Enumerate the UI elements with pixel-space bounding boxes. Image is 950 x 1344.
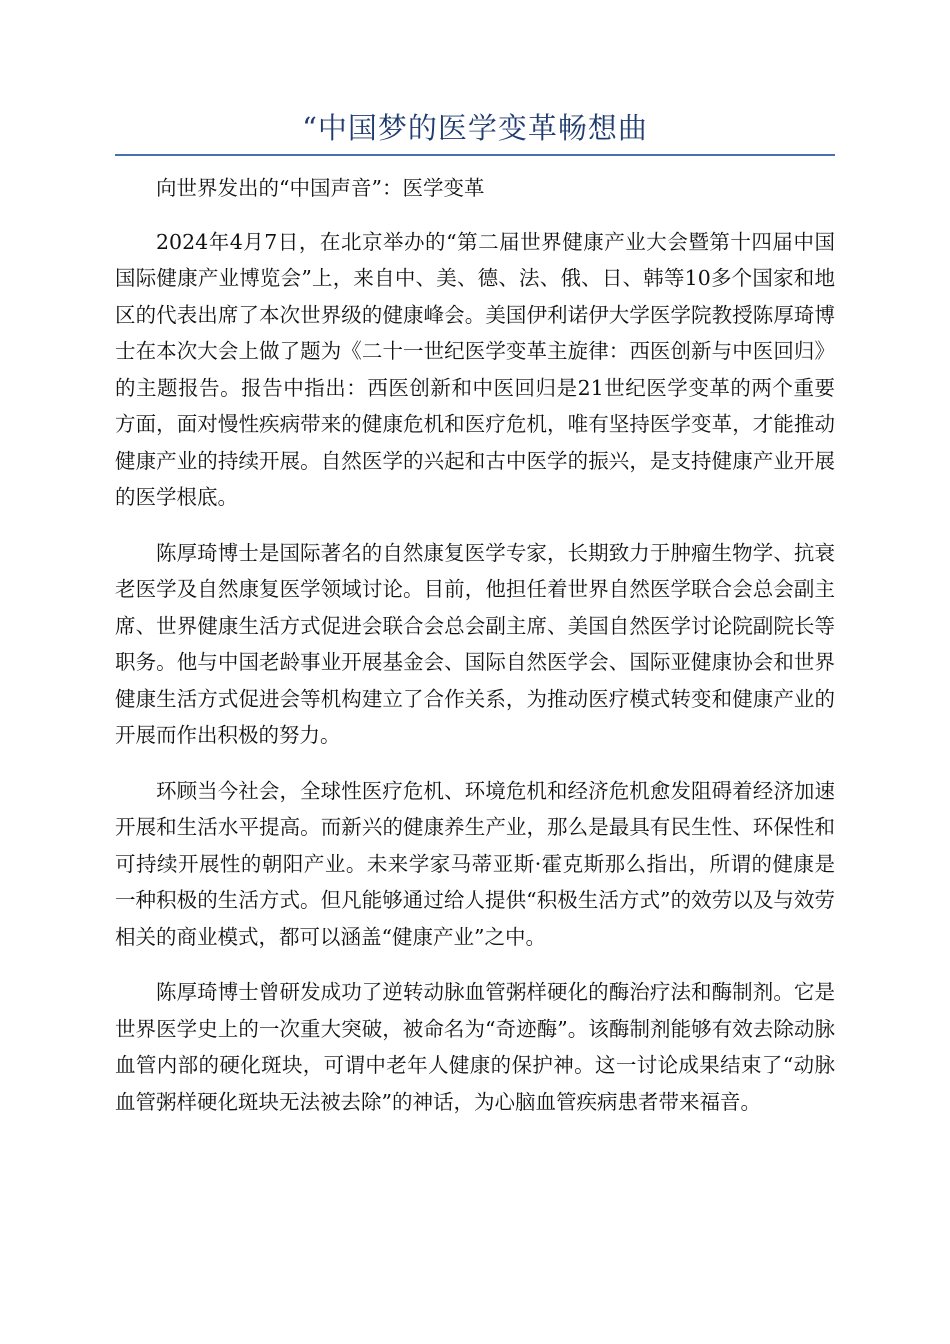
section-heading: 向世界发出的“中国声音”：医学变革: [156, 176, 485, 200]
document-title: “中国梦的医学变革畅想曲: [302, 111, 648, 145]
paragraph-biography: 陈厚琦博士是国际著名的自然康复医学专家，长期致力于肿瘤生物学、抗衰老医学及自然康复医学领域讨论。目前，他担任着世界自然医学联合会总会副主席、世界健康生活方式促进会联合会总会副主席、美国自然医学讨论院副院长等职务。他与中国老龄事业开展基金会、国际自然医学会、国际亚健康协会和世界健康生活方式促进会等机构建立了合作关系，为推动医疗模式转变和健康产业的开展而作出积极的努力。: [115, 540, 835, 747]
paragraph-industry: 环顾当今社会，全球性医疗危机、环境危机和经济危机愈发阻碍着经济加速开展和生活水平提高。而新兴的健康养生产业，那么是最具有民生性、环保性和可持续开展性的朝阳产业。未来学家马蒂亚斯·霍克斯那么指出，所谓的健康是一种积极的生活方式。但凡能够通过给人提供“积极生活方式”的效劳以及与效劳相关的商业模式，都可以涵盖“健康产业”之中。: [115, 778, 835, 949]
paragraph-enzyme: 陈厚琦博士曾研发成功了逆转动脉血管粥样硬化的酶治疗法和酶制剂。它是世界医学史上的一次重大突破，被命名为“奇迹酶”。该酶制剂能够有效去除动脉血管内部的硬化斑块，可谓中老年人健康的保护神。这一讨论成果结束了“动脉血管粥样硬化斑块无法被去除”的神话，为心脑血管疾病患者带来福音。: [115, 980, 835, 1114]
title-underline: [115, 154, 835, 156]
paragraph-conference: 2024年4月7日，在北京举办的“第二届世界健康产业大会暨第十四届中国国际健康产业博览会”上，来自中、美、德、法、俄、日、韩等10多个国家和地区的代表出席了本次世界级的健康峰会。美国伊利诺伊大学医学院教授陈厚琦博士在本次大会上做了题为《二十一世纪医学变革主旋律：西医创新与中医回归》的主题报告。报告中指出：西医创新和中医回归是21世纪医学变革的两个重要方面，面对慢性疾病带来的健康危机和医疗危机，唯有坚持医学变革，才能推动健康产业的持续开展。自然医学的兴起和古中医学的振兴，是支持健康产业开展的医学根底。: [115, 229, 835, 509]
document-body: [115, 170, 835, 1139]
